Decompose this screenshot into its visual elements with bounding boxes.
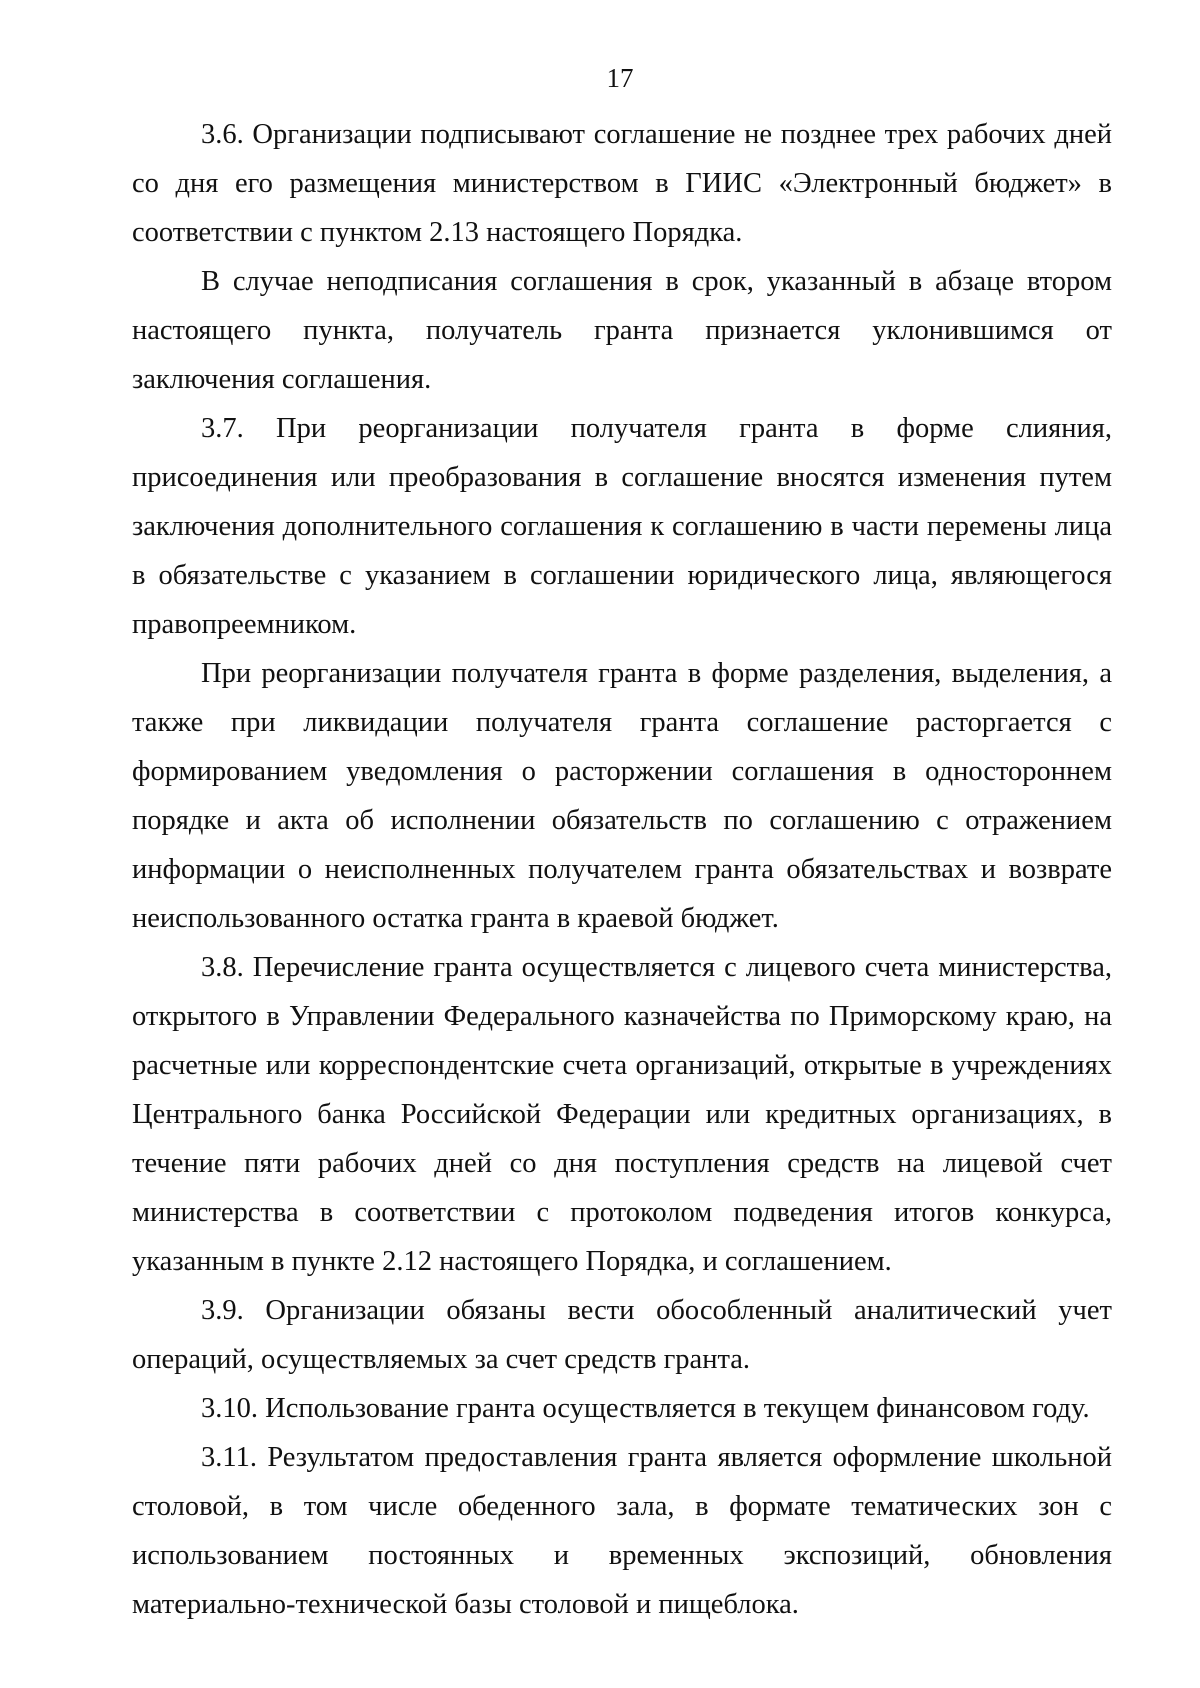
paragraph-3-6: 3.6. Организации подписывают соглашение не позднее трех рабочих дней со дня его размещения министерством в ГИИС «Электронный бюджет» в соответствии с пунктом 2.13 настоящего Порядка.	[132, 119, 1112, 248]
paragraph-3-8: 3.8. Перечисление гранта осуществляется с лицевого счета министерства, открытого в Управлении Федерального казначейства по Приморскому краю, на расчетные или корреспондентские счета организаций, открытые в учреждениях Центрального банка Российской Федерации или кредитных организациях, в течение пяти рабочих дней со дня поступления средств на лицевой счет министерства в соответствии с протоколом подведения итогов конкурса, указанным в пункте 2.12 настоящего Порядка, и соглашением.	[132, 952, 1112, 1277]
paragraph-3-10: 3.10. Использование гранта осуществляется в текущем финансовом году.	[201, 1393, 1090, 1424]
paragraph-3-7-division: При реорганизации получателя гранта в форме разделения, выделения, а также при ликвидации получателя гранта соглашение расторгается с формированием уведомления о расторжении соглашения в одностороннем порядке и акта об исполнении обязательств по соглашению с отражением информации о неисполненных получателем гранта обязательствах и возврате неиспользованного остатка гранта в краевой бюджет.	[132, 658, 1112, 934]
paragraph-3-9: 3.9. Организации обязаны вести обособленный аналитический учет операций, осуществляемых за счет средств гранта.	[132, 1295, 1112, 1375]
body-text	[132, 110, 1112, 1629]
paragraph-3-6-refusal: В случае неподписания соглашения в срок, указанный в абзаце втором настоящего пункта, получатель гранта признается уклонившимся от заключения соглашения.	[132, 266, 1112, 395]
paragraph-3-11: 3.11. Результатом предоставления гранта является оформление школьной столовой, в том числе обеденного зала, в формате тематических зон с использованием постоянных и временных экспозиций, обновления материально-технической базы столовой и пищеблока.	[132, 1442, 1112, 1620]
paragraph-3-7: 3.7. При реорганизации получателя гранта в форме слияния, присоединения или преобразования в соглашение вносятся изменения путем заключения дополнительного соглашения к соглашению в части перемены лица в обязательстве с указанием в соглашении юридического лица, являющегося правопреемником.	[132, 413, 1112, 640]
page-number: 17	[606, 63, 634, 93]
